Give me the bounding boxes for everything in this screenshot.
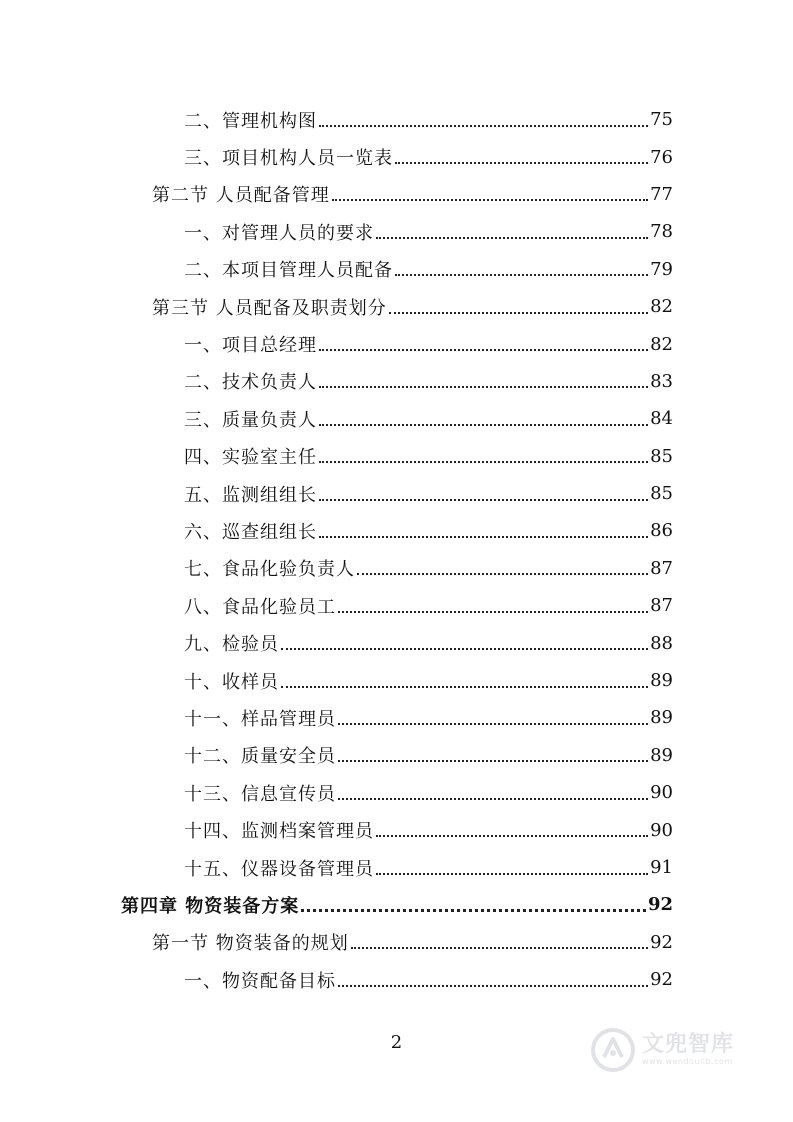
toc-entry-page: 92	[647, 894, 673, 916]
toc-entry[interactable]	[0, 400, 793, 437]
toc-entry-page: 87	[650, 557, 673, 579]
toc-entry[interactable]	[0, 961, 793, 998]
toc-entry-title: 十四、监测档案管理员	[184, 821, 374, 843]
page-number: 2	[390, 1032, 403, 1053]
toc-entry-title: 三、项目机构人员一览表	[184, 148, 393, 170]
toc-leader-dots	[319, 424, 648, 426]
toc-entry[interactable]	[0, 924, 793, 961]
toc-entry[interactable]	[0, 325, 793, 362]
toc-entry-title: 一、项目总经理	[184, 335, 317, 357]
toc-entry-page: 79	[650, 258, 673, 280]
toc-entry-page: 89	[650, 670, 673, 692]
toc-entry-title: 十三、信息宣传员	[184, 783, 336, 805]
toc-entry-title: 二、本项目管理人员配备	[184, 260, 393, 282]
toc-leader-dots	[351, 947, 648, 949]
toc-leader-dots	[319, 386, 648, 388]
toc-leader-dots	[338, 723, 648, 725]
toc-leader-dots	[338, 760, 648, 762]
toc-leader-dots	[357, 573, 648, 575]
toc-entry-title: 十、收样员	[184, 671, 279, 693]
toc-entry-title: 第四章 物资装备方案	[121, 895, 300, 917]
toc-entry[interactable]	[0, 699, 793, 736]
toc-leader-dots	[338, 798, 648, 800]
toc-entry-page: 85	[650, 445, 673, 467]
watermark-title: 文兜智库	[642, 1032, 735, 1057]
toc-entry-page: 82	[650, 333, 673, 355]
toc-leader-dots	[395, 274, 648, 276]
toc-entry-page: 87	[650, 595, 673, 617]
toc-leader-dots	[338, 611, 648, 613]
toc-entry-page: 86	[650, 520, 673, 542]
toc-entry-title: 十五、仪器设备管理员	[184, 858, 374, 880]
toc-leader-dots	[281, 686, 648, 688]
toc-entry[interactable]	[0, 438, 793, 475]
toc-entry-title: 第二节 人员配备管理	[152, 185, 330, 207]
toc-entry[interactable]	[0, 587, 793, 624]
toc-entry-page: 92	[650, 969, 673, 991]
toc-entry-title: 三、质量负责人	[184, 409, 317, 431]
watermark-url: www.wendoulib.com	[642, 1057, 733, 1066]
toc-leader-dots	[319, 499, 648, 501]
toc-entry-page: 83	[650, 370, 673, 392]
toc-entry-title: 五、监测组组长	[184, 484, 317, 506]
toc-entry[interactable]	[0, 624, 793, 661]
toc-leader-dots	[376, 237, 648, 239]
toc-entry-title: 一、对管理人员的要求	[184, 222, 374, 244]
toc-leader-dots	[376, 835, 648, 837]
toc-leader-dots	[376, 873, 648, 875]
toc-entry[interactable]	[0, 512, 793, 549]
toc-entry-page: 85	[650, 483, 673, 505]
toc-entry-page: 92	[650, 931, 673, 953]
toc-leader-dots	[319, 536, 648, 538]
toc-entry-title: 二、技术负责人	[184, 372, 317, 394]
toc-entry-page: 91	[650, 857, 673, 878]
toc-entry-page: 78	[650, 221, 673, 243]
toc-entry[interactable]	[0, 475, 793, 512]
watermark-text	[642, 1033, 734, 1067]
toc-entry-page: 90	[650, 782, 673, 804]
toc-leader-dots	[281, 648, 648, 650]
toc-leader-dots	[319, 349, 648, 351]
toc-entry-title: 第三节 人员配备及职责划分	[152, 297, 387, 319]
toc-entry[interactable]	[0, 213, 793, 250]
toc-entry[interactable]	[0, 288, 793, 325]
toc-entry-title: 二、管理机构图	[184, 110, 317, 132]
toc-entry-title: 十一、样品管理员	[184, 708, 336, 730]
toc-entry-title: 七、食品化验负责人	[184, 559, 355, 581]
toc-entry[interactable]	[0, 363, 793, 400]
wendou-logo-icon	[590, 1027, 636, 1073]
toc-entry-title: 十二、质量安全员	[184, 746, 336, 768]
toc-entry-title: 九、检验员	[184, 634, 279, 656]
toc-leader-dots	[395, 162, 648, 164]
toc-entry-page: 75	[650, 109, 673, 131]
toc-entry-page: 77	[650, 183, 673, 205]
toc-entry[interactable]	[0, 251, 793, 288]
toc-entry[interactable]	[0, 737, 793, 774]
toc-entry[interactable]	[0, 101, 793, 138]
toc-entry-page: 82	[650, 296, 673, 318]
toc-entry-page: 89	[650, 707, 673, 729]
toc-entry[interactable]	[0, 138, 793, 175]
toc-leader-dots	[338, 985, 648, 987]
toc-leader-dots	[332, 199, 648, 201]
toc-entry[interactable]	[0, 550, 793, 587]
toc-entry[interactable]	[0, 811, 793, 848]
toc-entry[interactable]	[0, 886, 793, 923]
toc-entry[interactable]	[0, 774, 793, 811]
watermark	[590, 1022, 750, 1078]
toc-entry-title: 八、食品化验员工	[184, 596, 336, 618]
toc-entry[interactable]	[0, 662, 793, 699]
table-of-contents	[0, 101, 793, 998]
toc-entry-page: 90	[650, 819, 673, 841]
toc-entry[interactable]	[0, 176, 793, 213]
toc-entry-title: 四、实验室主任	[184, 447, 317, 469]
toc-entry-title: 六、巡查组组长	[184, 521, 317, 543]
toc-entry[interactable]	[0, 849, 793, 886]
toc-entry-page: 76	[650, 146, 673, 168]
toc-entry-page: 88	[650, 632, 673, 654]
toc-leader-dots	[319, 461, 648, 463]
toc-entry-title: 一、物资配备目标	[184, 970, 336, 992]
toc-entry-page: 89	[650, 744, 673, 766]
toc-leader-dots	[389, 312, 648, 314]
toc-entry-page: 84	[650, 408, 673, 430]
toc-leader-dots	[301, 909, 646, 912]
toc-leader-dots	[319, 125, 648, 127]
toc-entry-title: 第一节 物资装备的规划	[152, 933, 349, 955]
